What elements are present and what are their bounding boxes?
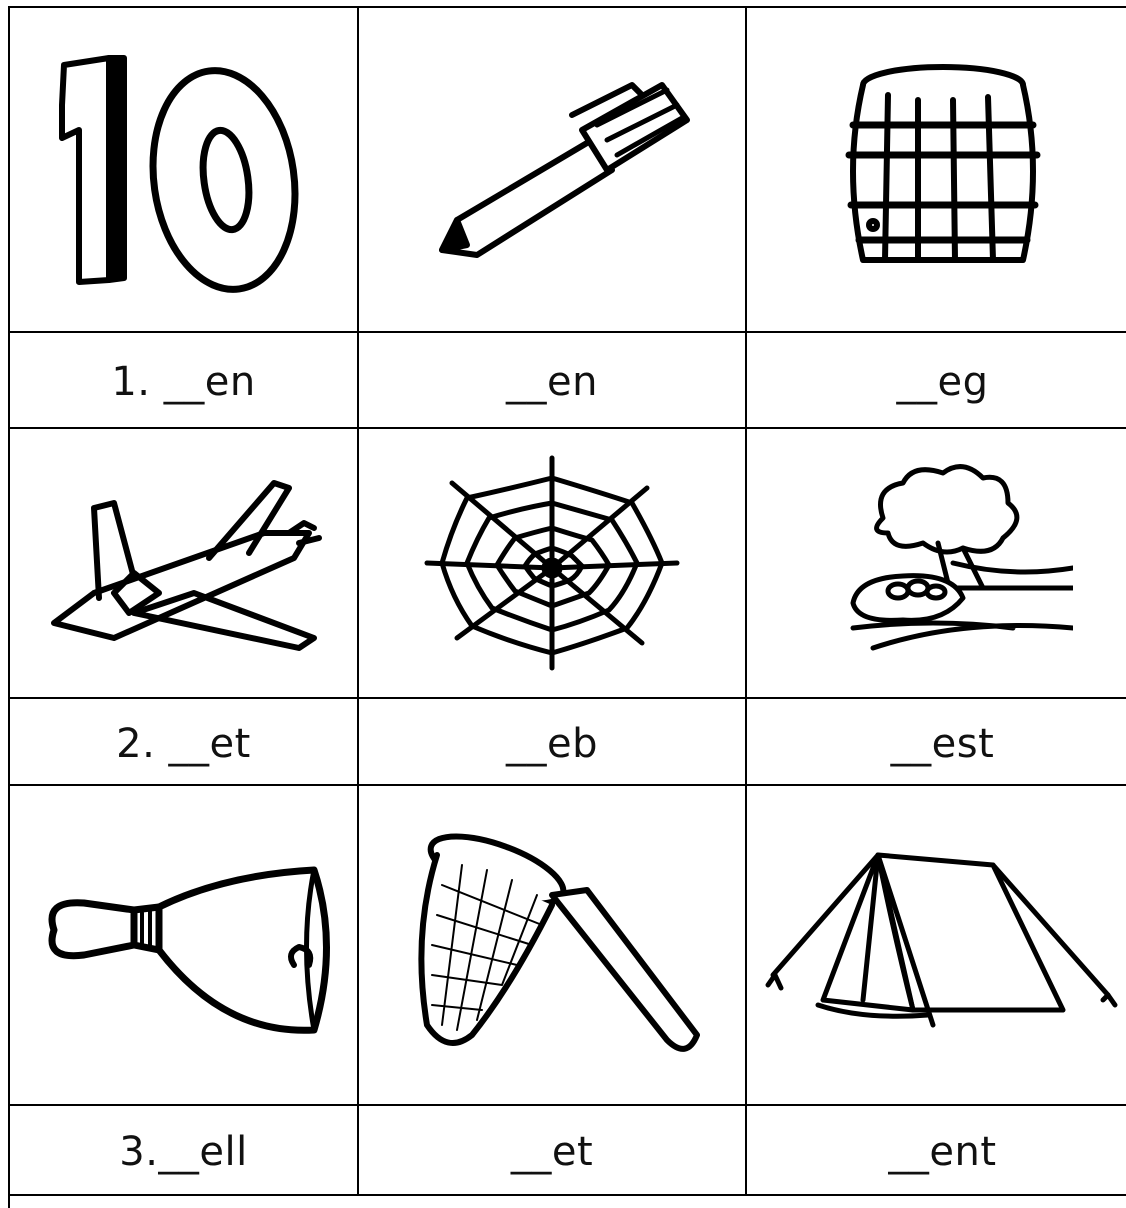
airplane-jet-icon	[34, 463, 334, 663]
word-blank-cell	[359, 699, 747, 786]
picture-cell-web	[359, 429, 747, 699]
picture-cell-ten	[10, 8, 359, 333]
spider-web-icon	[417, 448, 687, 678]
word-blank-label: __eg	[896, 359, 989, 405]
picture-cell-nest	[747, 429, 1126, 699]
word-blank-label: __et	[510, 1129, 594, 1175]
phonics-worksheet-grid	[8, 6, 1126, 1208]
word-blank-label: 3.__ell	[119, 1129, 248, 1175]
word-blank-label: __eb	[506, 720, 598, 767]
picture-cell-barrel	[747, 8, 1126, 333]
picture-cell-jet	[10, 429, 359, 699]
butterfly-net-icon	[402, 825, 702, 1065]
word-blank-label: __ent	[888, 1129, 997, 1175]
word-blank-cell	[359, 1106, 747, 1196]
word-blank-cell	[747, 1106, 1126, 1196]
word-blank-cell	[359, 333, 747, 429]
word-blank-label: 1. __en	[111, 359, 256, 405]
word-blank-cell	[747, 333, 1126, 429]
word-blank-cell	[747, 699, 1126, 786]
picture-cell-bell	[10, 786, 359, 1106]
bird-nest-icon	[813, 458, 1073, 668]
word-blank-cell	[10, 699, 359, 786]
picture-cell-net	[359, 786, 747, 1106]
tent-icon	[763, 840, 1123, 1050]
picture-cell-pen	[359, 8, 747, 333]
word-blank-label: 2. __et	[116, 720, 251, 767]
word-blank-label: __en	[506, 359, 598, 405]
bell-icon	[24, 835, 344, 1055]
word-blank-label: __est	[890, 720, 995, 767]
picture-cell-tent	[747, 786, 1126, 1106]
word-blank-cell	[10, 333, 359, 429]
word-blank-cell	[10, 1106, 359, 1196]
pen-marker-icon	[402, 60, 702, 280]
number-ten-icon	[24, 20, 344, 320]
barrel-icon	[813, 55, 1073, 285]
